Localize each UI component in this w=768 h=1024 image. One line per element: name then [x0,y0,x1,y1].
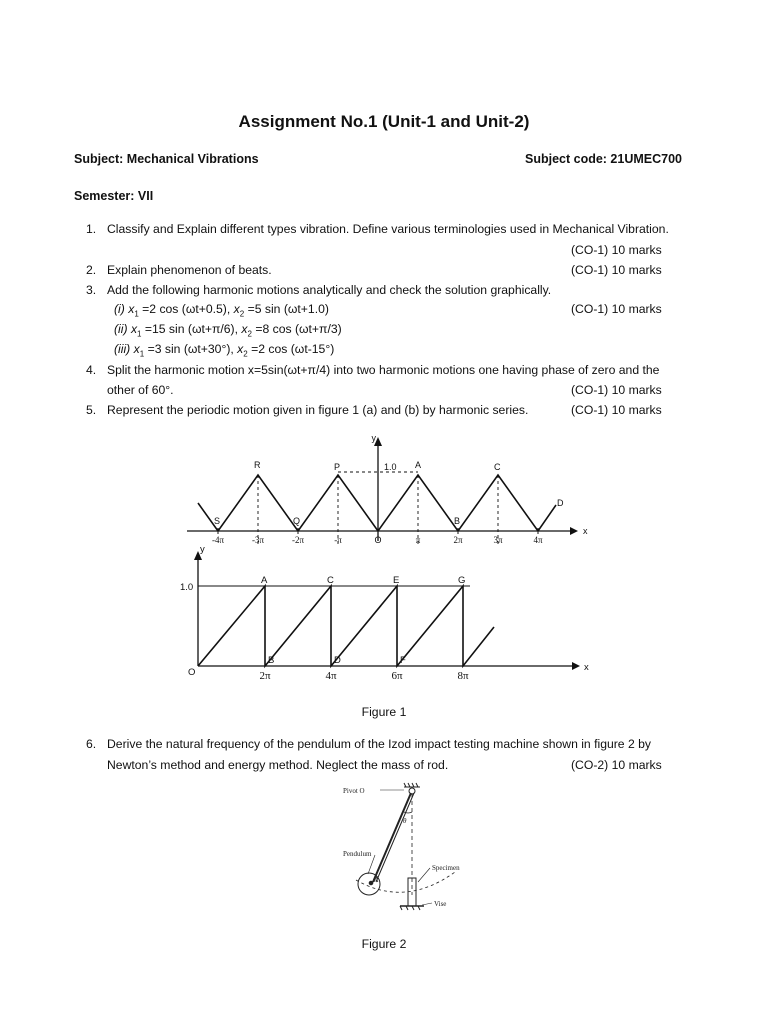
top-x-label: x [583,526,588,536]
figure-1-caption: Figure 1 [361,705,407,719]
sawtooth-wave [198,586,494,666]
bottom-y-label: y [200,544,205,555]
question-2-text: Explain phenomenon of beats. [107,263,272,277]
question-2-marks: (CO-1) 10 marks [571,263,662,277]
trough-d: D [334,655,341,666]
tick-8pi: 8π [457,670,469,682]
tick-neg-3pi: -3π [251,535,265,545]
figure-1-top-graph [187,437,578,544]
question-6-text-line2: Newton’s method and energy method. Neglect the mass of rod. [107,758,449,772]
part-label: (ii) [114,322,128,336]
pendulum-label: Pendulum [343,850,372,858]
tick-pi: π [415,535,421,545]
tick-4pi: 4π [533,535,543,545]
question-4-number: 4. [86,363,97,377]
bottom-x-label: x [584,662,589,673]
peak-e: E [393,575,400,586]
tick-3pi: 3π [493,535,503,545]
part-x2: =2 cos (ωt-15°) [251,342,335,356]
figure-2-labels [343,787,460,908]
point-c: C [494,462,501,472]
point-a-marker [369,881,373,885]
question-3-marks: (CO-1) 10 marks [571,302,662,316]
question-3-text: Add the following harmonic motions analytically and check the solution graphically. [107,283,552,297]
tick-4pi: 4π [325,670,337,682]
trough-b: B [268,655,275,666]
top-x-arrow [570,527,578,535]
part-x2: =5 sin (ωt+1.0) [247,302,329,316]
point-a-label: A [374,876,379,884]
part-x1: =2 cos (ωt+0.5), [142,302,231,316]
point-d: D [557,498,564,508]
figure-2-caption: Figure 2 [361,937,407,951]
question-5-marks: (CO-1) 10 marks [571,403,662,417]
semester-label: Semester: VII [74,189,154,203]
part-x1: =3 sin (ωt+30°), [147,342,234,356]
tick-6pi: 6π [391,670,403,682]
bottom-amplitude-label: 1.0 [180,582,194,593]
question-4-text-line1: Split the harmonic motion x=5sin(ωt+π/4) into two harmonic motions one having phase of zero and the [107,363,660,377]
bottom-origin: O [188,667,196,678]
point-p: P [334,462,341,472]
part-x1: =15 sin (ωt+π/6), [144,322,238,336]
question-5-number: 5. [86,403,97,417]
pendulum-rod [373,793,411,882]
point-s: S [214,516,221,526]
tick-2pi: 2π [453,535,463,545]
question-4-text-line2: other of 60°. [107,383,174,397]
top-y-label: y [371,433,376,443]
bottom-x-arrow [572,662,580,670]
pivot-label: Pivot O [343,787,365,795]
question-6-text-line1: Derive the natural frequency of the pendulum of the Izod impact testing machine shown in figure 2 by [107,737,652,751]
part-x2: =8 cos (ωt+π/3) [255,322,342,336]
theta-label: θ [403,817,407,825]
figure-2 [356,783,455,910]
question-2-number: 2. [86,263,97,277]
question-1-number: 1. [86,222,97,236]
question-4-marks: (CO-1) 10 marks [571,383,662,397]
specimen-label: Specimen [432,864,460,872]
question-1-text: Classify and Explain different types vibration. Define various terminologies used in Mechanical Vibration. [107,222,669,236]
subject-label: Subject: Mechanical Vibrations [74,152,259,166]
point-a: A [415,460,422,470]
top-amplitude-label: 1.0 [384,462,397,472]
tick-neg-4pi: -4π [211,535,225,545]
question-5-text: Represent the periodic motion given in figure 1 (a) and (b) by harmonic series. [107,403,529,417]
question-3-part-iii: (iii) $x_1 =3$ sin (ωt+30°), $x_2 =2$ cos (ωt-15°) [114,342,335,359]
question-6-marks: (CO-2) 10 marks [571,758,662,772]
peak-c: C [327,575,334,586]
question-6-number: 6. [86,737,97,751]
triangle-wave [198,475,556,531]
tick-neg-2pi: -2π [291,535,305,545]
figure-1-bottom-graph [194,551,580,670]
part-label: (i) [114,302,125,316]
page-title: Assignment No.1 (Unit-1 and Unit-2) [238,112,530,131]
vise-label: Vise [434,900,447,908]
tick-origin: O [374,535,382,545]
question-3-number: 3. [86,283,97,297]
part-label: (iii) [114,342,131,356]
trough-f: F [400,655,406,666]
tick-2pi: 2π [259,670,271,682]
question-1-marks: (CO-1) 10 marks [571,243,662,257]
point-q: Q [293,516,301,526]
tick-neg-pi: -π [334,535,342,545]
peak-a: A [261,575,268,586]
point-b: B [454,516,461,526]
question-3-part-ii: (ii) $x_1 =15$ sin (ωt+π/6), $x_2 =8$ cos (ωt+π/3) [114,322,342,339]
point-r: R [254,460,261,470]
peak-g: G [458,575,466,586]
question-3-part-i: (i) $x_1 =2$ cos (ωt+0.5), $x_2 =5$ sin (ωt+1.0) [114,302,329,319]
subject-code: Subject code: 21UMEC700 [525,152,682,166]
